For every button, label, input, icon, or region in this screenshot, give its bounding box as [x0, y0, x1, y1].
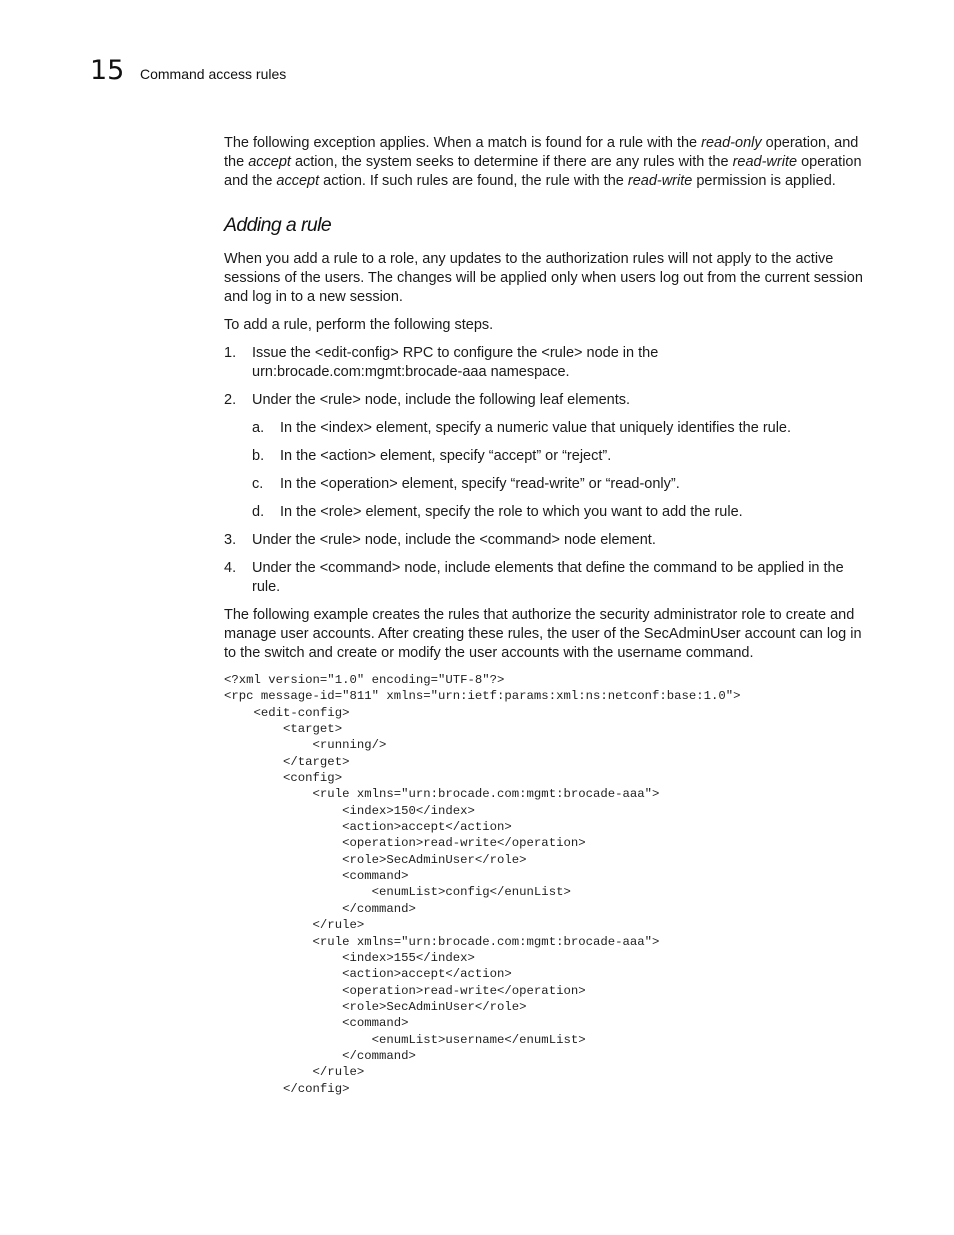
text-run: action. If such rules are found, the rule with the	[319, 173, 628, 189]
substep-text: In the <index> element, specify a numeric value that uniquely identifies the rule.	[280, 420, 792, 436]
chapter-number: 15	[90, 55, 125, 86]
step-number: 4.	[224, 560, 237, 576]
step-text: Under the <rule> node, include the <command> node element.	[252, 532, 656, 548]
substep-item	[252, 419, 869, 438]
step-text: Under the <command> node, include elements that define the command to be applied in the rule.	[252, 560, 844, 595]
substep-item	[252, 503, 869, 522]
text-run: action, the system seeks to determine if there are any rules with the	[290, 154, 733, 170]
text-run: command.	[681, 645, 754, 661]
page-content	[224, 134, 869, 1097]
xml-code-example: <?xml version="1.0" encoding="UTF-8"?> <rpc message-id="811" xmlns="urn:ietf:params:xml:ns:netconf:base:1.0"> <edit-config> <target> <running/> </target> <config> <rule xmlns="urn:brocade.com:mgmt:brocade-aaa"> <index>150</index> <action>accept</action> <operation>read-write</operation> <role>SecAdminUser</role> <command> <enumList>config</enunList> </command> </rule> <rule xmlns="urn:brocade.com:mgmt:brocade-aaa"> <index>155</index> <action>accept</action> <operation>read-write</operation> <role>SecAdminUser</role> <command> <enumList>username</enumList> </command> </rule> </config>	[224, 673, 741, 1096]
example-intro-paragraph	[224, 606, 869, 663]
step-text: Issue the <edit-config> RPC to configure the <rule> node in the urn:brocade.com:mgmt:brocade-aaa namespace.	[252, 345, 659, 380]
text-run: operation, and the	[224, 135, 859, 170]
substep-text: In the <role> element, specify the role to which you want to add the rule.	[280, 504, 743, 520]
step-number: 3.	[224, 532, 237, 548]
text-run: The following exception applies. When a match is found for a rule with the	[224, 135, 702, 151]
substep-letter: b.	[252, 448, 265, 464]
substep-letter: d.	[252, 504, 265, 520]
step-number: 1.	[224, 345, 237, 361]
substep-letter: a.	[252, 420, 265, 436]
substeps-list	[252, 419, 869, 522]
text-run: The following example creates the rules that authorize the security administrator role to create and manage user accounts. After creating these rules, the user of the SecAdminUser account can log in to the switch and create or modify the user accounts with the	[224, 607, 862, 661]
substep-item	[252, 447, 869, 466]
emphasis-accept: accept	[276, 173, 320, 189]
step-item	[224, 531, 869, 550]
emphasis-read-write: read-write	[627, 173, 693, 189]
substep-text: In the <operation> element, specify “read-write” or “read-only”.	[280, 476, 680, 492]
step-text: Under the <rule> node, include the following leaf elements.	[252, 392, 631, 408]
substep-text: In the <action> element, specify “accept” or “reject”.	[280, 448, 612, 464]
step-number: 2.	[224, 392, 237, 408]
command-name: username	[617, 645, 682, 661]
emphasis-accept: accept	[248, 154, 291, 170]
steps-intro-paragraph: To add a rule, perform the following steps.	[224, 317, 494, 333]
emphasis-read-only: read-only	[701, 135, 762, 151]
step-item	[224, 391, 869, 522]
substep-letter: c.	[252, 476, 264, 492]
text-run: operation and the	[224, 154, 862, 189]
text-run: permission is applied.	[692, 173, 836, 189]
section-heading: Adding a rule	[224, 214, 332, 236]
substep-item	[252, 475, 869, 494]
emphasis-read-write: read-write	[732, 154, 798, 170]
chapter-title: Command access rules	[140, 66, 287, 82]
step-item	[224, 344, 869, 382]
step-item	[224, 559, 869, 597]
steps-list	[224, 344, 869, 597]
rule-update-paragraph: When you add a rule to a role, any updates to the authorization rules will not apply to the active sessions of the users. The changes will be applied only when users log out from the current session and log in to a new session.	[224, 251, 863, 305]
exception-paragraph	[224, 134, 869, 191]
